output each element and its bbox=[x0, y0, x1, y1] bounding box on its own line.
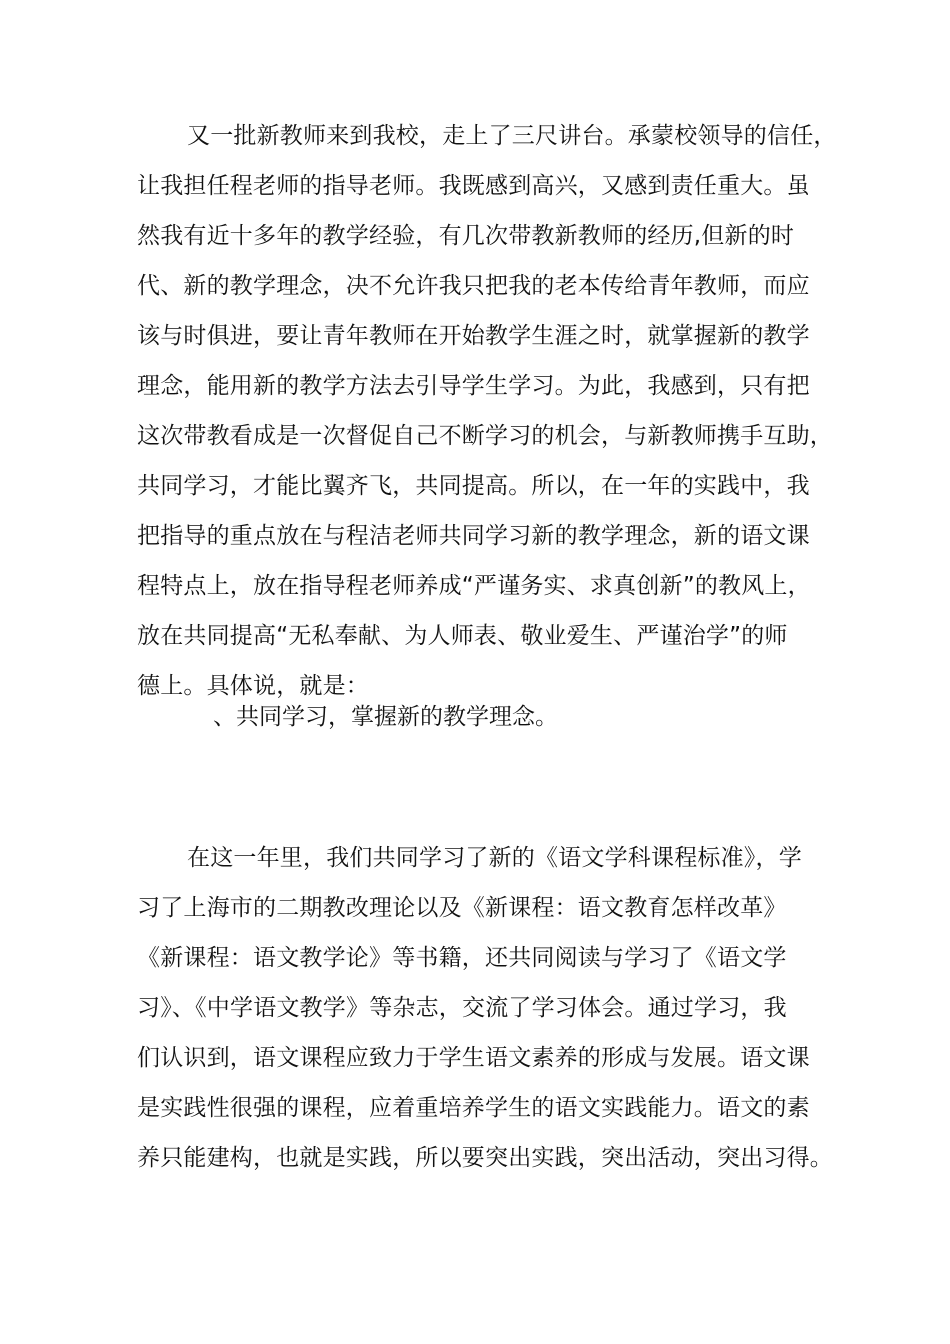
paragraph-line: 理念，能用新的教学方法去引导学生学习。为此，我感到，只有把 bbox=[137, 373, 810, 399]
paragraph-line: 程特点上，放在指导程老师养成“严谨务实、求真创新”的教风上， bbox=[137, 573, 811, 599]
section-heading-text: 、共同学习，掌握新的教学理念。 bbox=[213, 704, 558, 730]
paragraph-line: 们认识到，语文课程应致力于学生语文素养的形成与发展。语文课 bbox=[137, 1045, 810, 1071]
paragraph-line: 又一批新教师来到我校，走上了三尺讲台。承蒙校领导的信任， bbox=[187, 123, 837, 149]
paragraph-line: 让我担任程老师的指导老师。我既感到高兴，又感到责任重大。虽 bbox=[137, 173, 810, 199]
paragraph-line: 这次带教看成是一次督促自己不断学习的机会，与新教师携手互助， bbox=[137, 423, 833, 449]
paragraph-intro bbox=[137, 111, 837, 711]
paragraph-line: 该与时俱进，要让青年教师在开始教学生涯之时，就掌握新的教学 bbox=[137, 323, 810, 349]
paragraph-line: 放在共同提高“无私奉献、为人师表、敬业爱生、严谨治学”的师 bbox=[137, 623, 788, 649]
paragraph-line: 习了上海市的二期教改理论以及《新课程：语文教育怎样改革》 bbox=[137, 895, 787, 921]
paragraph-line: 习》、《中学语文教学》等杂志，交流了学习体会。通过学习，我 bbox=[137, 995, 787, 1021]
paragraph-line: 是实践性很强的课程，应着重培养学生的语文实践能力。语文的素 bbox=[137, 1095, 810, 1121]
paragraph-line: 《新课程：语文教学论》等书籍，还共同阅读与学习了《语文学 bbox=[137, 945, 787, 971]
section-heading bbox=[137, 702, 558, 732]
paragraph-line: 代、新的教学理念，决不允许我只把我的老本传给青年教师，而应 bbox=[137, 273, 810, 299]
paragraph-line: 在这一年里，我们共同学习了新的《语文学科课程标准》，学 bbox=[187, 845, 802, 871]
paragraph-line: 把指导的重点放在与程洁老师共同学习新的教学理念，新的语文课 bbox=[137, 523, 810, 549]
paragraph-line: 然我有近十多年的教学经验，有几次带教新教师的经历,但新的时 bbox=[137, 223, 795, 249]
paragraph-line: 德上。具体说，就是： bbox=[137, 673, 369, 699]
paragraph-line: 共同学习，才能比翼齐飞，共同提高。所以，在一年的实践中，我 bbox=[137, 473, 810, 499]
paragraph-line: 养只能建构，也就是实践，所以要突出实践，突出活动，突出习得。 bbox=[137, 1145, 833, 1171]
paragraph-study bbox=[137, 833, 833, 1183]
